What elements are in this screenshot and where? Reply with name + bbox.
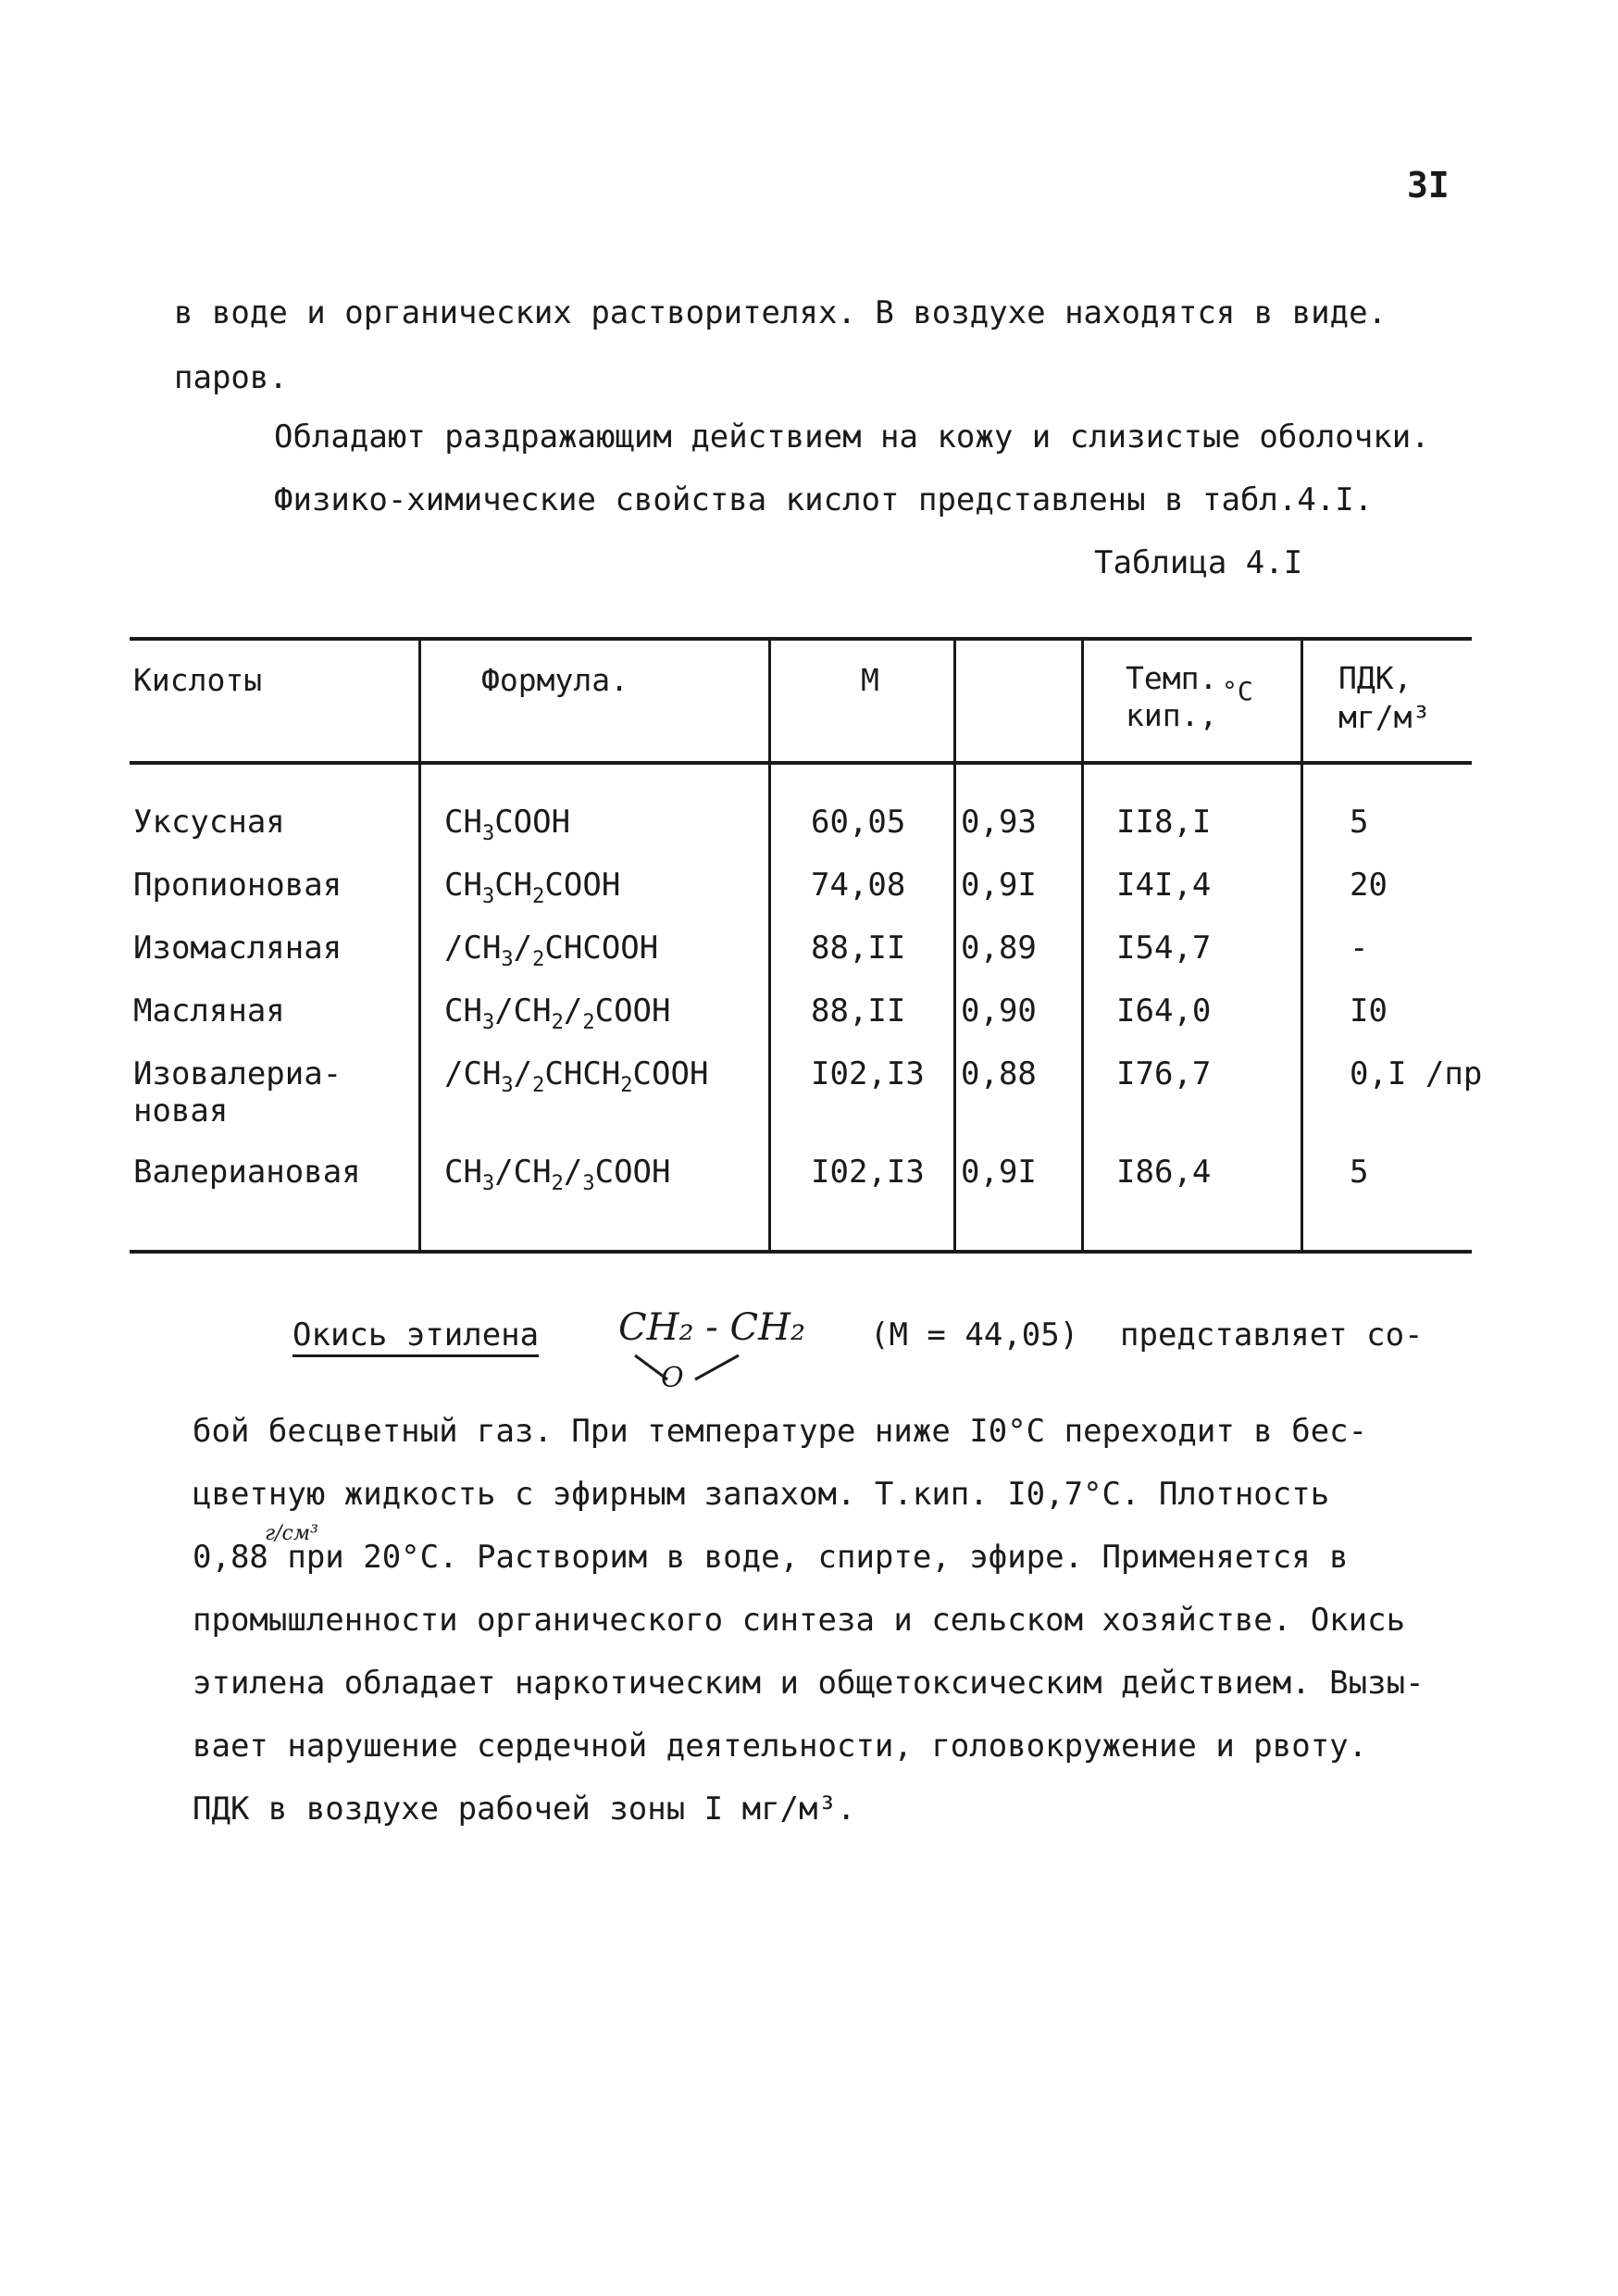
density: 0,88 <box>961 1055 1037 1092</box>
pdk-value: 20 <box>1350 867 1388 904</box>
acid-name: Валериановая <box>133 1154 361 1191</box>
table-col-divider <box>953 637 956 1252</box>
acid-name: Изомасляная <box>133 930 342 967</box>
pdk-value: 0,I /пр <box>1350 1055 1483 1092</box>
header-m: М <box>861 662 879 698</box>
ethylene-line-5: этилена обладает наркотическим и общетоксическим действием. Вызы- <box>193 1665 1425 1702</box>
acid-name: Пропионовая <box>133 867 342 904</box>
pdk-value: - <box>1350 930 1369 967</box>
density: 0,90 <box>961 992 1037 1029</box>
acid-name-cont: новая <box>133 1092 229 1129</box>
intro-line-4: Физико-химические свойства кислот представлены в табл.4.I. <box>274 481 1374 518</box>
acid-formula: $CH_3CH_2COOH$ <box>444 867 621 908</box>
acid-formula: $CH_3COOH$ <box>444 804 571 845</box>
ethylene-line-7: ПДК в воздухе рабочей зоны I мг/м³. <box>193 1791 856 1828</box>
density: 0,93 <box>961 804 1037 841</box>
acid-name: Масляная <box>133 992 285 1029</box>
acid-name: Уксусная <box>133 804 285 841</box>
acid-formula: $CH_3/CH_2/_2COOH$ <box>444 992 671 1034</box>
header-formula: Формула. <box>481 662 629 698</box>
table-bottom-rule <box>130 1250 1472 1254</box>
intro-line-1: в воде и органических растворителях. В воздухе находятся в виде. <box>174 294 1388 331</box>
boiling-temp: I64,0 <box>1116 992 1212 1029</box>
pdk-value: 5 <box>1350 804 1369 841</box>
density: 0,9I <box>961 1154 1037 1191</box>
intro-line-2: паров. <box>174 359 288 396</box>
table-col-divider <box>418 637 421 1252</box>
table-col-divider <box>1301 637 1303 1252</box>
ethylene-molar: (М = 44,05) <box>870 1316 1079 1354</box>
ethylene-tail: представляет со- <box>1120 1316 1424 1354</box>
acid-formula: $CH_3/CH_2/_3COOH$ <box>444 1154 671 1195</box>
boiling-temp: I4I,4 <box>1116 867 1212 904</box>
pdk-value: I0 <box>1350 992 1388 1029</box>
boiling-temp: I86,4 <box>1116 1154 1212 1191</box>
pdk-value: 5 <box>1350 1154 1369 1191</box>
header-temp-1: Темп. <box>1126 660 1218 696</box>
acid-formula: $/CH_3/_2CHCH_2COOH$ <box>444 1055 709 1097</box>
boiling-temp: I76,7 <box>1116 1055 1212 1092</box>
ethylene-line-4: промышленности органического синтеза и сельском хозяйстве. Окись <box>193 1602 1406 1639</box>
table-header-rule <box>130 761 1472 765</box>
molar-mass: 60,05 <box>811 804 906 841</box>
density: 0,9I <box>961 867 1037 904</box>
table-top-rule <box>130 637 1472 641</box>
table-col-divider <box>1081 637 1084 1252</box>
intro-line-3: Обладают раздражающим действием на кожу и слизистые оболочки. <box>274 418 1430 455</box>
ethylene-title: Окись этилена <box>292 1316 540 1354</box>
table-col-divider <box>768 637 771 1252</box>
ethylene-formula-top: CH₂ - CH₂ <box>618 1306 805 1349</box>
header-temp-2: кип., <box>1126 697 1218 733</box>
density: 0,89 <box>961 930 1037 967</box>
header-pdk-2: мг/м³ <box>1338 699 1431 735</box>
ethylene-line-1: бой бесцветный газ. При температуре ниже I0°С переходит в бес- <box>193 1413 1368 1450</box>
ethylene-line-6: вает нарушение сердечной деятельности, головокружение и рвоту. <box>193 1728 1368 1765</box>
boiling-temp: I54,7 <box>1116 930 1212 967</box>
header-acid: Кислоты <box>133 662 263 698</box>
acid-name: Изовалериа- <box>133 1055 342 1092</box>
page-number: 3I <box>1407 165 1450 206</box>
ethylene-line-3: 0,88 при 20°С. Растворим в воде, спирте, эфире. Применяется в <box>193 1539 1349 1576</box>
molar-mass: 88,II <box>811 930 906 967</box>
epoxide-bonds-icon <box>626 1350 755 1396</box>
molar-mass: I02,I3 <box>811 1055 925 1092</box>
handwritten-unit: г/см³ <box>265 1522 318 1545</box>
ethylene-line-2: цветную жидкость с эфирным запахом. Т.кип. I0,7°С. Плотность <box>193 1476 1330 1513</box>
table-caption: Таблица 4.I <box>1094 544 1303 581</box>
boiling-temp: II8,I <box>1116 804 1212 841</box>
ethylene-formula-bottom: O <box>661 1362 684 1394</box>
molar-mass: 88,II <box>811 992 906 1029</box>
molar-mass: I02,I3 <box>811 1154 925 1191</box>
header-pdk-1: ПДК, <box>1338 660 1413 696</box>
header-temp-unit: °С <box>1222 676 1253 706</box>
acid-formula: $/CH_3/_2CHCOOH$ <box>444 930 659 971</box>
molar-mass: 74,08 <box>811 867 906 904</box>
